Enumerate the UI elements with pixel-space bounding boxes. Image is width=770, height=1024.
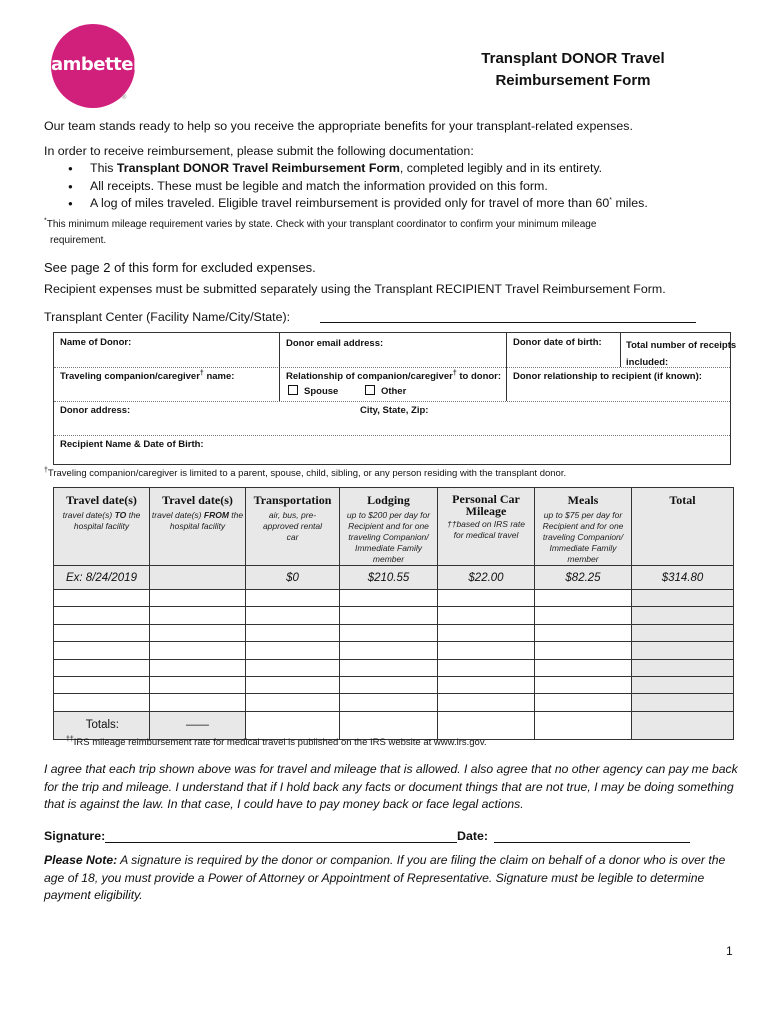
documentation-list [66, 160, 648, 213]
table-row [54, 659, 734, 676]
totals-label: Totals: [54, 711, 150, 739]
example-cell [150, 566, 246, 590]
companion-footnote: †Traveling companion/caregiver is limited to a parent, spouse, child, sibling, or any person residing with the transplant donor. [44, 466, 567, 479]
table-cell[interactable] [340, 676, 438, 693]
table-cell[interactable] [150, 642, 246, 659]
column-header-transportation: Transportation air, bus, pre-approved rental car [246, 488, 340, 566]
other-checkbox[interactable] [365, 385, 375, 395]
receipts-count-field[interactable]: Total number of receipts included: [626, 340, 737, 368]
recipient-expenses-note: Recipient expenses must be submitted separately using the Transplant RECIPIENT Travel Reimbursement Form. [44, 282, 666, 296]
table-cell[interactable] [535, 590, 632, 607]
table-cell[interactable] [438, 694, 535, 711]
donor-email-field[interactable]: Donor email address: [286, 338, 384, 349]
totals-cell[interactable] [340, 711, 438, 739]
example-cell: $0 [246, 566, 340, 590]
table-cell[interactable] [340, 694, 438, 711]
totals-cell[interactable] [535, 711, 632, 739]
column-divider [279, 333, 280, 401]
table-cell[interactable] [632, 590, 734, 607]
column-header-travel-to: Travel date(s) travel date(s) TO the hospital facility [54, 488, 150, 566]
table-cell[interactable] [340, 624, 438, 641]
page-number: 1 [726, 944, 733, 958]
table-cell[interactable] [54, 659, 150, 676]
totals-cell[interactable] [438, 711, 535, 739]
table-row [54, 676, 734, 693]
donor-dob-field[interactable]: Donor date of birth: [513, 337, 602, 348]
table-cell[interactable] [340, 590, 438, 607]
city-state-zip-field[interactable]: City, State, Zip: [360, 405, 429, 416]
table-cell[interactable] [438, 642, 535, 659]
column-header-travel-from: Travel date(s) travel date(s) FROM the hospital facility [150, 488, 246, 566]
table-cell[interactable] [246, 659, 340, 676]
registered-mark: ® [122, 95, 127, 101]
name-of-donor-field[interactable]: Name of Donor: [60, 337, 132, 348]
example-cell: Ex: 8/24/2019 [54, 566, 150, 590]
spouse-label: Spouse [304, 386, 339, 397]
table-cell[interactable] [340, 607, 438, 624]
table-cell[interactable] [246, 676, 340, 693]
list-item: ● All receipts. These must be legible and match the information provided on this form. [66, 178, 648, 196]
column-divider [620, 333, 621, 367]
instructions-lead: In order to receive reimbursement, please submit the following documentation: [44, 144, 474, 158]
row-divider [54, 401, 730, 402]
form-title-line2: Reimbursement Form [495, 72, 651, 89]
table-cell[interactable] [535, 642, 632, 659]
table-cell[interactable] [150, 676, 246, 693]
table-cell[interactable] [535, 607, 632, 624]
table-cell[interactable] [340, 659, 438, 676]
table-cell[interactable] [632, 676, 734, 693]
companion-relationship-field: Relationship of companion/caregiver† to donor: Spouse Other [286, 369, 502, 397]
please-note: Please Note: A signature is required by the donor or companion. If you are filing the claim on behalf of a donor who is over the age of 18, you must provide a Power of Attorney or Appointment of Representative. Signature must be legible to determine payment eligibility. [44, 853, 726, 902]
example-row [54, 566, 734, 590]
row-divider [54, 435, 730, 436]
table-cell[interactable] [632, 624, 734, 641]
table-cell[interactable] [535, 676, 632, 693]
other-label: Other [380, 386, 407, 397]
example-cell: $210.55 [340, 566, 438, 590]
transplant-center-field[interactable] [320, 322, 696, 323]
irs-footnote: ††IRS mileage reimbursement rate for medical travel is published on the IRS website at www.irs.gov. [66, 735, 487, 748]
table-row [54, 607, 734, 624]
table-cell[interactable] [438, 624, 535, 641]
table-cell[interactable] [246, 694, 340, 711]
donor-address-field[interactable]: Donor address: [60, 405, 131, 416]
table-cell[interactable] [632, 659, 734, 676]
table-cell[interactable] [632, 607, 734, 624]
list-item: ● This Transplant DONOR Travel Reimbursement Form, completed legibly and in its entirety. [66, 160, 648, 178]
table-cell[interactable] [54, 590, 150, 607]
recipient-name-field[interactable]: Recipient Name & Date of Birth: [60, 439, 204, 450]
table-cell[interactable] [150, 607, 246, 624]
table-cell[interactable] [438, 659, 535, 676]
column-header-meals: Meals up to $75 per day for Recipient and for one traveling Companion/ Immediate Family member [535, 488, 632, 566]
date-field[interactable] [494, 842, 690, 843]
table-cell[interactable] [438, 676, 535, 693]
table-cell[interactable] [246, 642, 340, 659]
donor-relationship-field[interactable]: Donor relationship to recipient (if known): [513, 371, 702, 382]
intro-text: Our team stands ready to help so you receive the appropriate benefits for your transplant-related expenses. [44, 119, 633, 133]
spouse-checkbox[interactable] [288, 385, 298, 395]
donor-info-box [53, 332, 737, 465]
transplant-center-label: Transplant Center (Facility Name/City/State): [44, 310, 291, 324]
table-cell[interactable] [246, 607, 340, 624]
example-cell: $82.25 [535, 566, 632, 590]
table-cell[interactable] [54, 694, 150, 711]
table-row [54, 590, 734, 607]
table-cell[interactable] [535, 624, 632, 641]
table-cell[interactable] [246, 624, 340, 641]
column-header-total: Total [632, 488, 734, 566]
table-cell[interactable] [54, 676, 150, 693]
mileage-footnote: *This minimum mileage requirement varies by state. Check with your transplant coordinator to confirm your minimum mileage requirement. [44, 217, 597, 246]
table-cell[interactable] [150, 624, 246, 641]
column-divider [506, 333, 507, 401]
companion-name-field[interactable]: Traveling companion/caregiver† name: [60, 369, 235, 382]
table-row [54, 642, 734, 659]
table-header-row [54, 488, 734, 566]
totals-row [54, 711, 734, 739]
see-page-2-note: See page 2 of this form for excluded expenses. [44, 260, 316, 275]
date-label: Date: [457, 829, 488, 843]
list-item: ● A log of miles traveled. Eligible travel reimbursement is provided only for travel of more than 60* miles. [66, 195, 648, 213]
logo-text: ambetter. [51, 54, 146, 75]
form-title [455, 48, 691, 92]
table-cell[interactable] [438, 607, 535, 624]
table-cell[interactable] [150, 659, 246, 676]
table-row [54, 624, 734, 641]
table-cell[interactable] [54, 642, 150, 659]
table-cell[interactable] [340, 642, 438, 659]
table-cell[interactable] [632, 642, 734, 659]
table-cell[interactable] [438, 590, 535, 607]
totals-cell[interactable] [632, 711, 734, 739]
table-cell[interactable] [150, 590, 246, 607]
example-cell: $314.80 [632, 566, 734, 590]
signature-label: Signature: [44, 829, 106, 843]
table-cell[interactable] [632, 694, 734, 711]
agreement-text: I agree that each trip shown above was for travel and mileage that is allowed. I also agree that no other agency can pay me back for the trip and mileage. I understand that if I hold back any facts or document things that are not true, I may be doing something that is against the law. In that case, I could have to pay money back or face legal actions. [44, 762, 738, 811]
signature-field[interactable] [105, 842, 457, 843]
table-cell[interactable] [535, 659, 632, 676]
table-cell[interactable] [54, 624, 150, 641]
column-header-lodging: Lodging up to $200 per day for Recipient and for one traveling Companion/ Immediate Family member [340, 488, 438, 566]
form-title-line1: Transplant DONOR Travel [481, 50, 665, 67]
table-cell[interactable] [246, 590, 340, 607]
totals-dash: —— [150, 711, 246, 739]
column-header-mileage: Personal Car Mileage ††based on IRS rate for medical travel [438, 488, 535, 566]
example-cell: $22.00 [438, 566, 535, 590]
travel-expense-table [53, 487, 734, 740]
totals-cell[interactable] [246, 711, 340, 739]
table-cell[interactable] [54, 607, 150, 624]
table-cell[interactable] [535, 694, 632, 711]
table-cell[interactable] [150, 694, 246, 711]
table-row [54, 694, 734, 711]
